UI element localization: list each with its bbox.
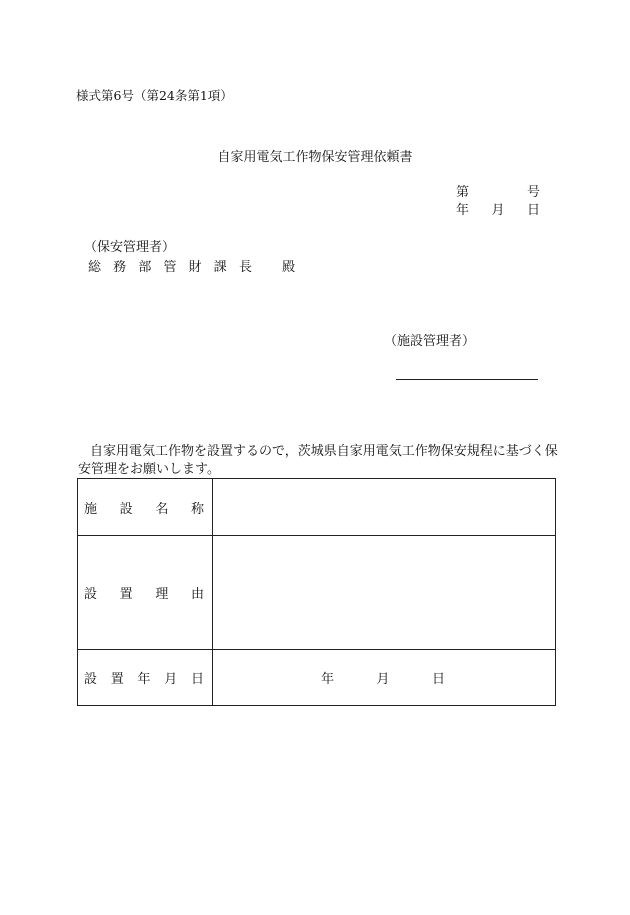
installation-reason-field[interactable] [213, 536, 556, 650]
label-char: 設 [84, 587, 98, 602]
form-number: 様式第6号（第24条第1項） [76, 88, 233, 103]
table-row [78, 650, 556, 706]
addressee-name-char: 長 [238, 260, 256, 275]
table-row [78, 536, 556, 650]
facility-name-label [78, 479, 213, 536]
issue-date-year: 年 [456, 203, 470, 218]
facility-name-field[interactable] [213, 479, 556, 536]
label-char: 施 [84, 501, 98, 517]
label-char: 設 [84, 672, 98, 687]
installation-reason-label [78, 536, 213, 650]
installation-date-day: 日 [431, 672, 445, 687]
addressee-name-char: 課 [213, 260, 231, 275]
addressee-name-char: 財 [188, 260, 206, 275]
table-row [78, 479, 556, 536]
installation-date-month: 月 [376, 672, 390, 687]
request-body-text: 自家用電気工作物を設置するので，茨城県自家用電気工作物保安規程に基づく保安管理をお願いします。 [78, 444, 558, 477]
installation-date-field[interactable] [213, 650, 556, 706]
document-title: 自家用電気工作物保安管理依頼書 [217, 150, 413, 165]
addressee-role: （保安管理者） [84, 240, 176, 255]
label-char: 称 [190, 501, 204, 517]
label-char: 日 [190, 672, 204, 687]
addressee [88, 256, 295, 275]
label-char: 置 [119, 587, 133, 602]
document-number-prefix: 第 [456, 185, 470, 200]
label-char: 置 [110, 672, 124, 687]
addressee-name [88, 260, 264, 275]
addressee-name-char: 管 [163, 260, 181, 275]
addressee-name-char: 務 [113, 260, 131, 275]
request-details-table [77, 478, 556, 706]
label-char: 理 [155, 587, 169, 602]
issue-date [456, 199, 540, 218]
document-number-suffix: 号 [526, 185, 540, 200]
document-number [456, 181, 540, 200]
label-char: 年 [137, 672, 151, 687]
addressee-honorific: 殿 [282, 260, 296, 275]
signature-line[interactable] [396, 379, 538, 380]
label-char: 月 [164, 672, 178, 687]
label-char: 由 [190, 587, 204, 602]
label-char: 設 [119, 501, 133, 517]
request-body [78, 443, 558, 479]
installation-date-year: 年 [321, 672, 335, 687]
addressee-name-char: 総 [88, 260, 106, 275]
requester-role: （施設管理者） [384, 334, 476, 349]
addressee-name-char: 部 [138, 260, 156, 275]
issue-date-day: 日 [526, 203, 540, 218]
installation-date-label [78, 650, 213, 706]
issue-date-month: 月 [491, 203, 505, 218]
label-char: 名 [155, 501, 169, 517]
